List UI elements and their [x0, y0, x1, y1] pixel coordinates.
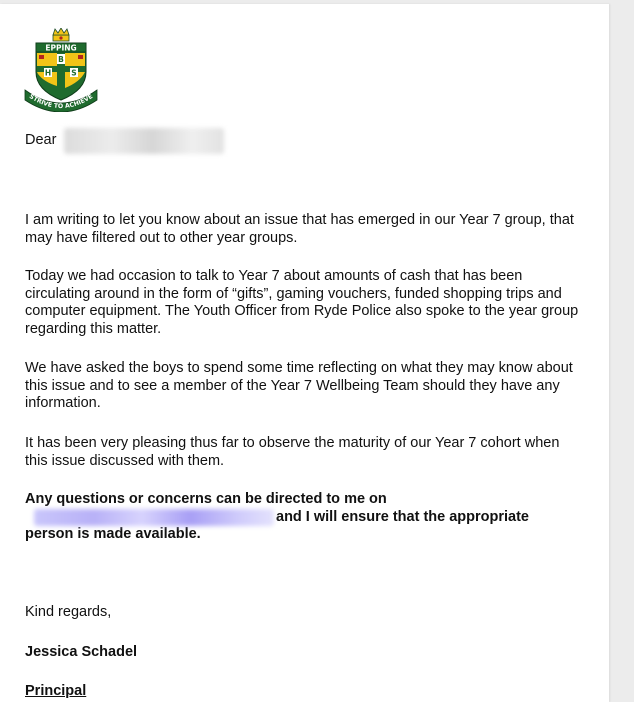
paragraph-2: Today we had occasion to talk to Year 7 about amounts of cash that has been circulating around in the form of “gifts”, gaming vouchers, funded shopping trips and computer equipment. The Youth Officer from Ryde Police also spoke to the year group regarding this matter.	[25, 268, 579, 337]
paragraph-3: We have asked the boys to spend some time reflecting on what they may know about this issue and to see a member of the Year 7 Wellbeing Team should they have any information.	[25, 360, 573, 412]
salutation: Dear	[25, 132, 57, 148]
paragraph-1: I am writing to let you know about an issue that has emerged in our Year 7 group, that may have filtered out to other year groups.	[25, 212, 574, 246]
contact-line-3: person is made available.	[25, 526, 201, 543]
contact-line-1: Any questions or concerns can be directed to me on	[25, 491, 387, 507]
crown-icon	[53, 28, 69, 41]
redacted-recipient-name	[64, 128, 224, 154]
crest-top-text: EPPING	[45, 43, 77, 53]
redacted-contact-details	[34, 509, 274, 526]
crest-letter-h: H	[44, 68, 52, 78]
letter-page	[0, 4, 609, 702]
signer-role: Principal	[25, 683, 87, 699]
crest-letter-b: B	[58, 55, 64, 64]
signer-name: Jessica Schadel	[25, 644, 138, 660]
paragraph-4: It has been very pleasing thus far to observe the maturity of our Year 7 cohort when this issue discussed with them.	[25, 435, 560, 469]
contact-line-2: and I will ensure that the appropriate	[276, 508, 529, 525]
closing: Kind regards,	[25, 604, 112, 620]
crest-letter-s: S	[71, 68, 77, 78]
school-crest-logo	[22, 28, 100, 112]
crest-motto: STRIVE TO ACHIEVE	[27, 93, 95, 111]
